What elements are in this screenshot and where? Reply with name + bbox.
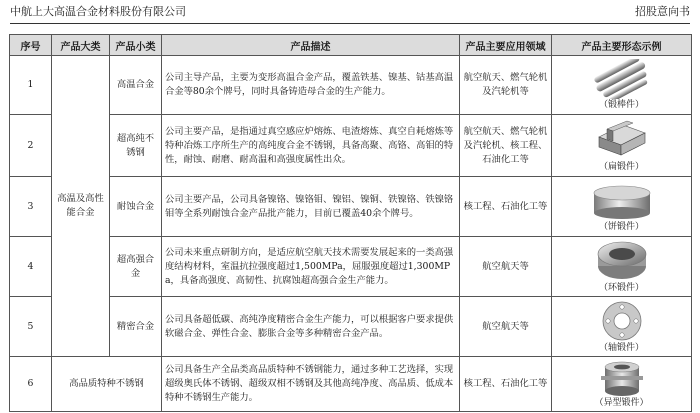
row-application: 航空航天等 xyxy=(460,237,552,297)
form-caption: （轴锻件） xyxy=(598,342,644,353)
ring-forging-icon xyxy=(593,240,651,282)
form-caption: （锻棒件） xyxy=(598,100,644,110)
category-group-cell: 高温及高性能合金 xyxy=(52,56,110,357)
cake-forging-icon xyxy=(590,181,654,221)
col-header-application: 产品主要应用领域 xyxy=(460,35,552,56)
row-description: 公司主导产品，主要为变形高温合金产品，覆盖铁基、镍基、钴基高温合金等80余个牌号，同时具备铸造母合金的生产能力。 xyxy=(162,56,460,115)
flat-forging-icon xyxy=(593,119,651,161)
col-header-form: 产品主要形态示例 xyxy=(552,35,692,56)
row-form-example xyxy=(552,115,692,177)
form-caption: （异型锻件） xyxy=(594,398,649,408)
col-header-category: 产品大类 xyxy=(52,35,110,56)
row-index: 2 xyxy=(10,115,52,177)
row-description: 公司具备超低碳、高纯净度精密合金生产能力，可以根据客户要求提供软磁合金、弹性合金、膨胀合金等多种精密合金产品。 xyxy=(162,297,460,357)
page-header xyxy=(10,0,690,22)
table-row xyxy=(10,237,692,297)
row-form-example xyxy=(552,357,692,412)
row-form-example xyxy=(552,237,692,297)
row-category: 高品质特种不锈钢 xyxy=(52,357,162,412)
row-description: 公司主要产品，公司具备镍铬、镍铬钼、镍铝、镍铜、铁镍铬、铁镍铬钼等全系列耐蚀合金产品批产能力，目前已覆盖40余个牌号。 xyxy=(162,177,460,237)
row-form-example xyxy=(552,177,692,237)
col-header-description: 产品描述 xyxy=(162,35,460,56)
row-application: 航空航天、燃气轮机及汽轮机、核工程、石油化工等 xyxy=(460,115,552,177)
row-application: 航空航天等 xyxy=(460,297,552,357)
row-index: 5 xyxy=(10,297,52,357)
row-index: 6 xyxy=(10,357,52,412)
row-index: 4 xyxy=(10,237,52,297)
form-caption: （扁锻件） xyxy=(598,161,644,172)
form-caption: （饼锻件） xyxy=(598,221,644,232)
document-type: 招股意向书 xyxy=(635,5,690,18)
row-application: 核工程、石油化工等 xyxy=(460,177,552,237)
table-header-row xyxy=(10,35,692,56)
col-header-index: 序号 xyxy=(10,35,52,56)
row-index: 3 xyxy=(10,177,52,237)
row-subcategory: 精密合金 xyxy=(110,297,162,357)
form-caption: （环锻件） xyxy=(598,282,644,293)
table-row xyxy=(10,357,692,412)
row-index: 1 xyxy=(10,56,52,115)
row-description: 公司具备生产全品类高品质特种不锈钢能力，通过多种工艺选择，实现超级奥氏体不锈钢、超级双相不锈钢及其他高纯净度、高品质、低成本特种不锈钢生产能力。 xyxy=(162,357,460,412)
row-form-example xyxy=(552,297,692,357)
row-subcategory: 高温合金 xyxy=(110,56,162,115)
company-name: 中航上大高温合金材料股份有限公司 xyxy=(10,5,186,18)
row-description: 公司未来重点研制方向，是适应航空航天技术需要发展起来的一类高强度结构材料，室温抗拉强度超过1,500MPa，屈服强度超过1,300MPa，具备高强度、高韧性、抗腐蚀超高强合金生产能力。 xyxy=(162,237,460,297)
row-description: 公司主要产品，是指通过真空感应炉熔炼、电渣熔炼、真空自耗熔炼等特种冶炼工序所生产的高纯度合金不锈钢，具备高聚、高铬、高钼的特性，耐蚀、耐磨、耐高温和高强度属性出众。 xyxy=(162,115,460,177)
product-table xyxy=(9,34,692,412)
row-application: 航空航天、燃气轮机及汽轮机等 xyxy=(460,56,552,115)
shaft-forging-icon xyxy=(597,300,647,342)
col-header-subcategory: 产品小类 xyxy=(110,35,162,56)
row-subcategory: 耐蚀合金 xyxy=(110,177,162,237)
table-row xyxy=(10,115,692,177)
table-row xyxy=(10,177,692,237)
row-subcategory: 超高纯不锈钢 xyxy=(110,115,162,177)
header-divider xyxy=(10,23,690,24)
row-form-example xyxy=(552,56,692,115)
table-row xyxy=(10,56,692,115)
row-subcategory: 超高强合金 xyxy=(110,237,162,297)
row-application: 核工程、石油化工等 xyxy=(460,357,552,412)
forged-bar-icon xyxy=(593,59,651,99)
table-row xyxy=(10,297,692,357)
shaped-forging-icon xyxy=(597,359,647,397)
